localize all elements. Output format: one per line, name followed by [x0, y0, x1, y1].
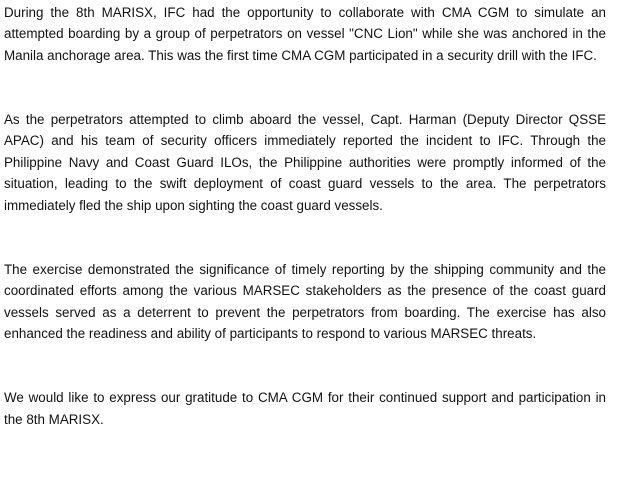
paragraph-exercise-outcome: The exercise demonstrated the significance of timely reporting by the shipping community and the coordinated efforts among the various MARSEC stakeholders as the presence of the coast guard vessels served as a deterrent to prevent the perpetrators from boarding. The exercise has also enhanced the readiness and ability of participants to respond to various MARSEC threats.: [4, 261, 606, 342]
paragraph-gratitude: We would like to express our gratitude to CMA CGM for their continued support and participation in the 8th MARISX.: [4, 390, 606, 427]
paragraph-incident-response: As the perpetrators attempted to climb aboard the vessel, Capt. Harman (Deputy Director QSSE APAC) and his team of security officers immediately reported the incident to IFC. Through the Philippine Navy and Coast Guard ILOs, the Philippine authorities were promptly informed of the situation, leading to the swift deployment of coast guard vessels to the area. The perpetrators immediately fled the ship upon sighting the coast guard vessels.: [4, 112, 606, 213]
paragraph-collaboration: During the 8th MARISX, IFC had the opportunity to collaborate with CMA CGM to simulate an attempted boarding by a group of perpetrators on vessel "CNC Lion" while she was anchored in the Manila anchorage area. This was the first time CMA CGM participated in a security drill with the IFC.: [4, 5, 606, 63]
document-body: [4, 2, 606, 430]
